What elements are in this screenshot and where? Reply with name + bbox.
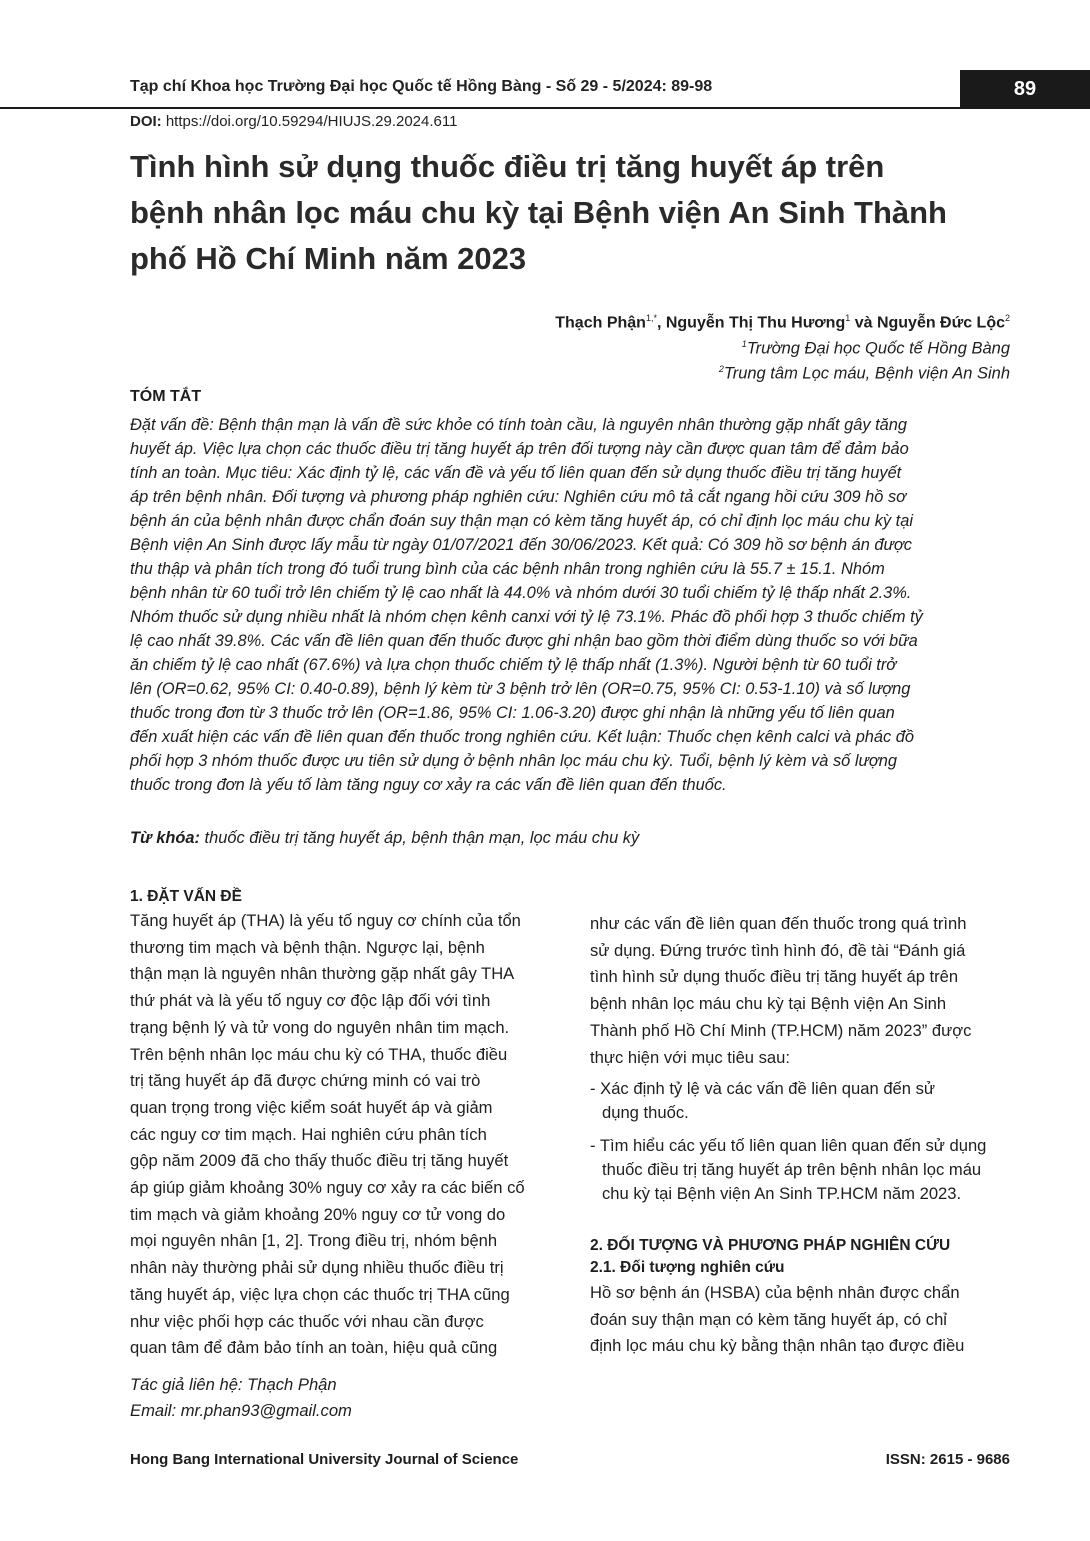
doi-link[interactable]: https://doi.org/10.59294/HIUJS.29.2024.611: [165, 113, 458, 130]
abstract-line: lệ cao nhất 39.8%. Các vấn đề liên quan đến thuốc được ghi nhận bao gồm thời điểm dùng thuốc so với bữa: [130, 632, 918, 650]
abstract-line: lên (OR=0.62, 95% CI: 0.40-0.89), bệnh lý kèm từ 3 bệnh trở lên (OR=0.75, 95% CI: 0.53-1.10) và số lượng: [130, 680, 911, 698]
objective-bullet-2: [590, 1134, 1014, 1206]
abstract-heading: TÓM TẮT: [130, 388, 202, 405]
body-line: Trên bệnh nhân lọc máu chu kỳ có THA, thuốc điều: [130, 1044, 508, 1064]
body-line: Tăng huyết áp (THA) là yếu tố nguy cơ chính của tổn: [130, 911, 521, 930]
body-line: tăng huyết áp, việc lựa chọn các thuốc trị THA cũng: [130, 1284, 510, 1304]
body-line: quan tâm để đảm bảo tính an toàn, hiệu quả cũng: [130, 1338, 498, 1358]
keywords: [130, 829, 639, 848]
body-line: tình hình sử dụng thuốc điều trị tăng huyết áp trên: [590, 967, 959, 987]
doi-line: [130, 113, 457, 130]
aff-text: Trường Đại học Quốc tế Hồng Bàng: [746, 339, 1010, 358]
header-rule: [0, 107, 1090, 109]
abstract-line: thuốc trong đơn là yếu tố làm tăng nguy cơ xảy ra các vấn đề liên quan đến thuốc.: [130, 776, 727, 794]
body-line: áp giúp giảm khoảng 30% nguy cơ xảy ra các biến cố: [130, 1178, 525, 1198]
keywords-text: thuốc điều trị tăng huyết áp, bệnh thận mạn, lọc máu chu kỳ: [199, 829, 640, 847]
abstract-line: thu thập và phân tích trong đó tuổi trung bình của các bệnh nhân trong nghiên cứu là 55.7 ± 15.1. Nhóm: [130, 560, 885, 578]
author-list: [555, 313, 1010, 332]
title-line: phố Hồ Chí Minh năm 2023: [130, 241, 527, 276]
body-line: như các vấn đề liên quan đến thuốc trong quá trình: [590, 914, 967, 933]
body-line: đoán suy thận mạn có kèm tăng huyết áp, có chỉ: [590, 1309, 947, 1329]
abstract-body: [130, 413, 1014, 797]
author-name: , Nguyễn Thị Thu Hương: [656, 314, 846, 332]
abstract-line: bệnh án của bệnh nhân được chẩn đoán suy thận mạn có kèm tăng huyết áp, có chỉ định lọc máu chu kỳ tại: [130, 512, 913, 530]
doi-label: DOI:: [130, 113, 162, 130]
bullet-line: thuốc điều trị tăng huyết áp trên bệnh nhân lọc máu: [602, 1160, 982, 1179]
author-sup: 1: [845, 313, 851, 323]
body-line: định lọc máu chu kỳ bằng thận nhân tạo được điều: [590, 1336, 965, 1356]
body-line: quan trọng trong việc kiểm soát huyết áp và giảm: [130, 1097, 493, 1117]
corresponding-email[interactable]: Email: mr.phan93@gmail.com: [130, 1401, 352, 1420]
left-column: [130, 908, 554, 1362]
bullet-line: - Tìm hiểu các yếu tố liên quan liên quan đến sử dụng: [590, 1136, 987, 1155]
abstract-line: Bệnh viện An Sinh được lấy mẫu từ ngày 01/07/2021 đến 30/06/2023. Kết quả: Có 309 hồ sơ bệnh án được: [130, 536, 913, 554]
aff-sup: 2: [718, 364, 724, 374]
author-sup: 2: [1004, 313, 1010, 323]
body-line: sử dụng. Đứng trước tình hình đó, đề tài “Đánh giá: [590, 940, 966, 960]
section-2-heading: 2. ĐỐI TƯỢNG VÀ PHƯƠNG PHÁP NGHIÊN CỨU: [590, 1237, 951, 1254]
section-2-body: [590, 1280, 1014, 1360]
title-line: bệnh nhân lọc máu chu kỳ tại Bệnh viện An Sinh Thành: [130, 195, 947, 230]
bullet-line: chu kỳ tại Bệnh viện An Sinh TP.HCM năm 2023.: [602, 1184, 962, 1203]
page-number: 89: [960, 70, 1090, 108]
aff-text: Trung tâm Lọc máu, Bệnh viện An Sinh: [723, 364, 1010, 383]
objective-bullet-1: [590, 1077, 1014, 1125]
body-line: Hồ sơ bệnh án (HSBA) của bệnh nhân được chẩn: [590, 1283, 960, 1302]
footer-journal: Hong Bang International University Journal of Science: [130, 1451, 519, 1468]
body-line: gộp năm 2009 đã cho thấy thuốc điều trị tăng huyết: [130, 1151, 509, 1171]
body-line: trị tăng huyết áp đã được chứng minh có vai trò: [130, 1071, 481, 1091]
author-sup: 1,*: [645, 313, 657, 323]
abstract-line: Nhóm thuốc sử dụng nhiều nhất là nhóm chẹn kênh canxi với tỷ lệ 73.1%. Phác đồ phối hợp 3 thuốc chiếm tỷ: [130, 608, 923, 626]
body-line: trạng bệnh lý và tử vong do nguyên nhân tim mạch.: [130, 1017, 510, 1037]
abstract-line: bệnh nhân từ 60 tuổi trở lên chiếm tỷ lệ cao nhất là 44.0% và nhóm dưới 30 tuổi chiếm tỷ lệ thấp nhất 2.3%.: [130, 584, 912, 602]
aff-sup: 1: [741, 339, 747, 349]
right-column: [590, 911, 1014, 1071]
body-line: Thành phố Hồ Chí Minh (TP.HCM) năm 2023” được: [590, 1020, 972, 1040]
article-title: [130, 144, 1030, 282]
body-line: bệnh nhân lọc máu chu kỳ tại Bệnh viện An Sinh: [590, 994, 947, 1014]
abstract-line: áp trên bệnh nhân. Đối tượng và phương pháp nghiên cứu: Nghiên cứu mô tả cắt ngang hồi cứu 309 hồ sơ: [130, 488, 907, 506]
body-line: thương tim mạch và bệnh thận. Ngược lại, bệnh: [130, 937, 485, 957]
body-line: như việc phối hợp các thuốc với nhau cần được: [130, 1311, 484, 1331]
subsection-2-1-heading: 2.1. Đối tượng nghiên cứu: [590, 1259, 785, 1276]
body-line: thực hiện với mục tiêu sau:: [590, 1047, 791, 1067]
body-line: thận mạn là nguyên nhân thường gặp nhất gây THA: [130, 964, 515, 984]
body-line: mọi nguyên nhân [1, 2]. Trong điều trị, nhóm bệnh: [130, 1231, 498, 1251]
author-name: Thạch Phận: [555, 314, 646, 332]
body-line: thứ phát và là yếu tố nguy cơ độc lập đối với tình: [130, 991, 491, 1011]
section-1-heading: 1. ĐẶT VẤN ĐỀ: [130, 888, 242, 905]
keywords-label: Từ khóa:: [130, 829, 200, 847]
bullet-line: dụng thuốc.: [602, 1103, 689, 1122]
journal-header: Tạp chí Khoa học Trường Đại học Quốc tế Hồng Bàng - Số 29 - 5/2024: 89-98: [130, 78, 713, 95]
abstract-line: ăn chiếm tỷ lệ cao nhất (67.6%) và lựa chọn thuốc chiếm tỷ lệ thấp nhất (1.3%). Người bệnh từ 60 tuổi trở: [130, 656, 897, 674]
body-line: các nguy cơ tim mạch. Hai nghiên cứu phân tích: [130, 1124, 487, 1144]
abstract-line: tính an toàn. Mục tiêu: Xác định tỷ lệ, các vấn đề và yếu tố liên quan đến sử dụng thuốc điều trị tăng huyết: [130, 464, 902, 482]
abstract-line: phối hợp 3 nhóm thuốc được ưu tiên sử dụng ở bệnh nhân lọc máu chu kỳ. Tuổi, bệnh lý kèm và số lượng: [130, 752, 897, 770]
body-line: nhân này thường phải sử dụng nhiều thuốc điều trị: [130, 1258, 504, 1278]
body-line: tim mạch và giảm khoảng 20% nguy cơ tử vong do: [130, 1204, 506, 1224]
title-line: Tình hình sử dụng thuốc điều trị tăng huyết áp trên: [130, 149, 885, 184]
abstract-line: huyết áp. Việc lựa chọn các thuốc điều trị tăng huyết áp trên đối tượng này cần được quan tâm để đảm bảo: [130, 440, 909, 458]
affiliation-1: [742, 339, 1010, 359]
corresponding-author: Tác giả liên hệ: Thạch Phận: [130, 1375, 337, 1394]
author-name: và Nguyễn Đức Lộc: [850, 314, 1005, 332]
abstract-line: thuốc trong đơn từ 3 thuốc trở lên (OR=1.86, 95% CI: 1.06-3.20) được ghi nhận là những yếu tố liên quan: [130, 704, 895, 722]
footer-issn: ISSN: 2615 - 9686: [885, 1451, 1010, 1468]
bullet-line: - Xác định tỷ lệ và các vấn đề liên quan đến sử: [590, 1079, 936, 1098]
affiliation-2: [719, 364, 1010, 384]
abstract-line: đến xuất hiện các vấn đề liên quan đến thuốc trong nghiên cứu. Kết luận: Thuốc chẹn kênh calci và phác đồ: [130, 728, 915, 746]
abstract-line: Đặt vấn đề: Bệnh thận mạn là vấn đề sức khỏe có tính toàn cầu, là nguyên nhân thường gặp nhất gây tăng: [130, 416, 908, 434]
